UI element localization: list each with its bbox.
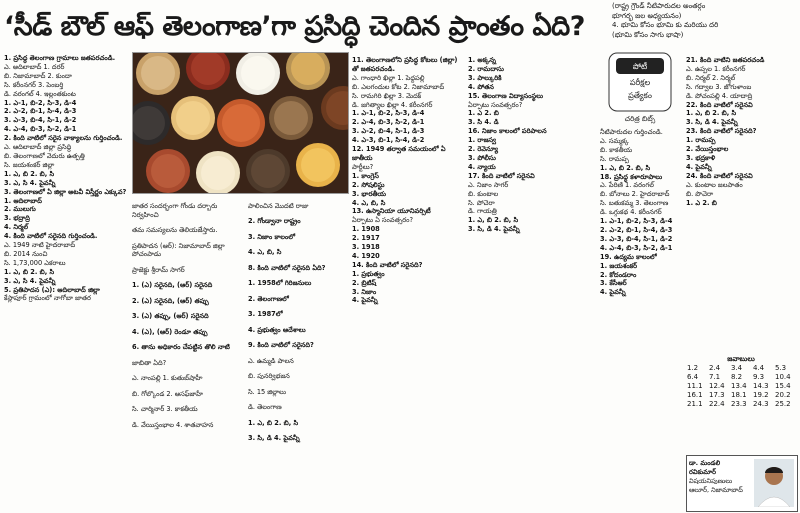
question-line: 3. సి, డి 4. పైవన్నీ bbox=[686, 118, 738, 127]
question-line: 4. 1920 bbox=[352, 251, 380, 260]
author-name: డా. మండలి రవికుమార్ bbox=[689, 459, 721, 476]
question-line: బి. తెలంగాణలో వెదురు ఉత్పత్తి bbox=[4, 151, 85, 160]
question-line: 9. కింది వాటిలో సరైనది? bbox=[248, 341, 314, 350]
question-line: 4. ఎ, బి, సి bbox=[352, 198, 386, 207]
question-line: డి. వరంగల్ 4. ఇల్లంతకుంట bbox=[4, 89, 76, 98]
question-line: 3. ఎ, సి 4. పైవన్నీ bbox=[4, 178, 56, 187]
question-line: 3. భద్రకాళి bbox=[686, 153, 716, 162]
question-line: 3. పాల్కురికి bbox=[468, 73, 502, 82]
question-line: ఎ. నాంపల్లి 1. కుతుబ్‌షాహీ bbox=[132, 374, 203, 383]
question-line: 3. సి, డి 4. పైవన్నీ bbox=[468, 225, 520, 234]
top-right-line: 4. భూమి కోసం భూమి కు మరియు దరి bbox=[612, 21, 719, 30]
question-line: 4. ఎ, బి, సి bbox=[248, 248, 282, 257]
question-line: సి. బతుకమ్మ 3. తెలంగాణ bbox=[600, 199, 669, 208]
answer-row bbox=[686, 391, 796, 400]
question-line: 6. తాను అధికారం చేపట్టిన తొలి నాటి bbox=[132, 343, 230, 352]
answer-row bbox=[686, 400, 796, 409]
question-line: 2. గోండ్వానా రాష్ట్రం bbox=[248, 217, 301, 226]
question-line: ఎ. ఆదిలాబాద్ జిల్లా ప్రసిద్ధి bbox=[4, 143, 72, 152]
question-line: ప్రాజెక్టు శ్రీరామ్ సాగర్ bbox=[132, 265, 185, 274]
question-line: సి. రామగిరి ఖిల్లా 3. మెదక్ bbox=[352, 91, 422, 100]
answer-cell: 5.3 bbox=[775, 364, 787, 372]
question-line: తమ సమస్యలను తెలియజేస్తారు. bbox=[132, 226, 218, 234]
answer-cell: 13.4 bbox=[731, 382, 747, 390]
question-line: 3. 1918 bbox=[352, 243, 380, 252]
question-line: 3. సి, డి 4. పైవన్నీ bbox=[248, 434, 300, 443]
question-line: 1. ఆదిలాబాద్ bbox=[4, 196, 42, 205]
answer-cell: 1.2 bbox=[687, 364, 699, 372]
question-line: 1. ఎ-1, బి-2, సి-3, డి-4 bbox=[600, 217, 673, 226]
seed-bowls-photo bbox=[132, 52, 349, 194]
question-line: పాలించిన మొదటి రాజు bbox=[248, 201, 309, 210]
question-line: ఎ. గాంధారి ఖిల్లా 1. పెద్దపల్లి bbox=[352, 73, 425, 82]
question-line: 4. కింది వాటిలో సరైనది గుర్తించండి. bbox=[4, 232, 98, 241]
question-line: ఎ. సమ్మక్క bbox=[600, 136, 629, 145]
question-line: 4. ఎ-3, బి-1, సి-4, డి-2 bbox=[352, 136, 425, 145]
question-line: బి. 2014 నుంచి bbox=[4, 249, 48, 258]
question-line: 4. పైవన్నీ bbox=[686, 162, 712, 171]
question-line: ఎ. అదిలాబాద్ 1. దరర్ bbox=[4, 62, 65, 71]
question-line: 4. ఎ-4, బి-3, సి-2, డి-1 bbox=[600, 243, 673, 252]
question-line: 4. నిర్మల్ bbox=[4, 223, 29, 232]
question-line: 3. కేసీఆర్ bbox=[600, 279, 627, 288]
question-line: 16. నిజాం కాలంలో పరిపాలన bbox=[468, 127, 547, 136]
question-line: 2. కోదండరాం bbox=[600, 270, 637, 279]
question-line: బి. గోల్కొండ 2. ఆసఫ్‌జాహీ bbox=[132, 389, 203, 398]
question-line: 3. పోలీసు bbox=[468, 153, 496, 162]
author-role: విషయనిపుణులు bbox=[689, 477, 733, 485]
question-line: ఎ. 1949 నాటి హైదరాబాద్ bbox=[4, 241, 76, 250]
question-line: 2. 1917 bbox=[352, 234, 380, 243]
question-line: 1. జయశంకర్ bbox=[600, 261, 638, 270]
answer-cell: 19.2 bbox=[753, 391, 769, 399]
answer-cell: 18.1 bbox=[731, 391, 747, 399]
question-line: సి. 15 జిల్లాలు bbox=[248, 387, 286, 396]
question-line: 2. రామదాసు bbox=[468, 64, 504, 73]
question-line: 1. ఎ-1, బి-2, సి-3, డి-4 bbox=[352, 109, 425, 118]
answer-cell: 23.3 bbox=[731, 400, 747, 408]
question-line: ప్రతిపాదన (ఆర్): నిజామాబాద్ జిల్లా పోచంపాడు bbox=[132, 241, 225, 259]
question-line: 22. కింది వాటిలో సరైనవి bbox=[686, 100, 753, 109]
question-line: 11. తెలంగాణలోని ప్రసిద్ధ కోటలు (జిల్లా) తో జతపరచండి. bbox=[352, 56, 458, 73]
answer-cell: 15.4 bbox=[775, 382, 791, 390]
answer-cell: 11.1 bbox=[687, 382, 703, 390]
question-line: బి. పొచెరా bbox=[686, 189, 714, 198]
question-line: 8. కింది వాటిలో సరైనది ఏది? bbox=[248, 263, 326, 272]
author-avatar bbox=[754, 459, 794, 507]
question-line: 4. న్యాయ bbox=[468, 162, 496, 171]
question-line: 3. భద్రాద్రి bbox=[4, 214, 30, 223]
question-line: 1. ఎ, బి 2. బి, సి bbox=[686, 109, 737, 118]
question-line: ఎ. కుంటాల జలపాతం bbox=[686, 180, 743, 189]
question-line: జాతర సందర్భంగా గోండు దర్బారు నిర్వహించి bbox=[132, 201, 218, 219]
question-line: 3. భారతీయ bbox=[352, 189, 387, 198]
answer-row bbox=[686, 382, 796, 391]
question-line: సి. గద్వాల 3. జోగుళాంబ bbox=[686, 82, 752, 91]
headline: ‘సీడ్ బౌల్ ఆఫ్ తెలంగాణ’గా ప్రసిద్ధి చెందిన ప్రాంతం ఏది? bbox=[4, 11, 585, 42]
question-line: ఎ. నిజాం సాగర్ bbox=[468, 180, 509, 189]
question-line: 3. (ఎ) తప్పు, (ఆర్) సరైనది bbox=[132, 312, 209, 321]
question-line: 4. ఎ-4, బి-3, సి-2, డి-1 bbox=[4, 125, 77, 134]
question-line: 3. ఎ-2, బి-4, సి-1, డి-3 bbox=[352, 127, 425, 136]
author-card bbox=[686, 455, 798, 512]
answer-cell: 12.4 bbox=[709, 382, 725, 390]
question-line: 2. బ్రిటిష్ bbox=[352, 278, 377, 287]
question-line: 2. ములుగు bbox=[4, 205, 36, 214]
question-line: 1. ఎ 2. బి bbox=[468, 109, 499, 118]
question-line: సి. జయశంకర్ జిల్లా bbox=[4, 160, 55, 169]
question-line: 5. ప్రతిపాదన (ఎ): ఆదిలాబాద్ జిల్లా bbox=[4, 285, 100, 294]
answer-cell: 17.3 bbox=[709, 391, 725, 399]
question-line: సి. రామప్ప bbox=[600, 154, 629, 163]
question-line: డి. జగిత్యాల ఖిల్లా 4. కరీంనగర్ bbox=[352, 100, 433, 109]
answers-title: జవాబులు bbox=[727, 355, 755, 363]
answer-cell: 25.2 bbox=[775, 400, 791, 408]
question-line: 1. రాజస్వ bbox=[468, 136, 496, 145]
answer-cell: 22.4 bbox=[709, 400, 725, 408]
question-line: 2. తెలంగాణలో bbox=[248, 294, 289, 303]
question-line: 2. ఎ-2, బి-1, సి-4, డి-3 bbox=[600, 225, 673, 234]
answer-row bbox=[686, 364, 796, 373]
answer-cell: 7.1 bbox=[709, 373, 721, 381]
answer-cell: 4.4 bbox=[753, 364, 765, 372]
question-line: 1. (ఎ) సరైనది, (ఆర్) సరైనది bbox=[132, 281, 213, 290]
question-line: బి. నిజామాబాద్ 2. కుందా bbox=[4, 71, 72, 80]
author-place: ఆలూర్, నిజామాబాద్ bbox=[689, 486, 743, 494]
question-line: సి. పోచెరా bbox=[468, 198, 495, 207]
question-line: 3. నిజాం bbox=[352, 287, 377, 296]
question-line: 4. పైవన్నీ bbox=[600, 288, 626, 297]
question-line: ఎ. ఉప్పల 1. కరీంనగర్ bbox=[686, 64, 746, 73]
question-line: 14. కింది వాటిలో సరైనది? bbox=[352, 260, 423, 269]
answer-cell: 14.3 bbox=[753, 382, 769, 390]
answer-cell: 8.2 bbox=[731, 373, 743, 381]
answer-cell: 2.4 bbox=[709, 364, 721, 372]
question-line: 19. ఉద్యమ కాలంలో bbox=[600, 252, 657, 261]
question-line: 1. ఎ, బి 2. బి, సి bbox=[4, 267, 55, 276]
answer-cell: 9.3 bbox=[753, 373, 765, 381]
logo-line-2: పరీక్షల bbox=[629, 78, 651, 87]
question-line: 21. కింది వాటిని జతపరచండి bbox=[686, 56, 765, 64]
question-line: డి. ఒగ్గుకథ 4. కరీంనగర్ bbox=[600, 208, 662, 217]
question-line: 2. ఎ-2, బి-1, సి-4, డి-3 bbox=[4, 107, 77, 116]
question-line: బి. బోనాలు 2. హైదరాబాద్ bbox=[600, 190, 670, 199]
logo-line-3: ప్రత్యేకం bbox=[628, 91, 652, 100]
question-column-6 bbox=[686, 56, 798, 351]
question-column-4 bbox=[468, 56, 594, 510]
question-line: 1. ఎ, బి 2. బి, సి bbox=[600, 163, 651, 172]
question-line: 1. 1908 bbox=[352, 225, 380, 234]
question-line: 1. ఎ, బి 2. బి, సి bbox=[248, 418, 299, 427]
question-column-2b bbox=[248, 195, 348, 510]
question-column-3 bbox=[352, 56, 464, 510]
question-line: 3. ఎ-3, బి-4, సి-1, డి-2 bbox=[4, 116, 77, 125]
question-line: 13. ఉస్మానియా యూనివర్సిటీ bbox=[352, 207, 431, 216]
question-line: 18. ప్రసిద్ధ కళారూపాలు bbox=[600, 172, 663, 181]
question-line: పార్టీలు? bbox=[352, 162, 374, 171]
answer-cell: 6.4 bbox=[687, 373, 699, 381]
question-line: 17. కింది వాటిలో సరైనవి bbox=[468, 171, 535, 180]
answer-cell: 10.4 bbox=[775, 373, 791, 381]
question-line: 1. ఎ 2. బి bbox=[686, 198, 717, 207]
question-line: కేస్లాపూర్ గ్రామంలో నాగోబా జాతర bbox=[4, 294, 91, 303]
question-line: 23. కింది వాటిలో సరైనది? bbox=[686, 127, 757, 136]
top-right-text bbox=[612, 2, 798, 48]
question-line: 1. అక్కన్న bbox=[468, 56, 496, 64]
question-line: 4. (ఎ), (ఆర్) రెండూ తప్పు bbox=[132, 327, 208, 336]
question-line: సి. 1,73,000 ఎకరాలు bbox=[4, 258, 66, 267]
question-line: డి. తెలంగాణ bbox=[248, 403, 282, 412]
question-line: 1. ఎ, బి 2. బి, సి bbox=[4, 169, 55, 178]
question-line: 4. పైవన్నీ bbox=[352, 296, 378, 305]
competitive-exam-logo bbox=[608, 52, 672, 124]
question-line: 3. ఎ, సి 4. పైవన్నీ bbox=[4, 276, 56, 285]
question-line: 12. 1949 తర్వాత సమయంలో ఏ జాతీయ bbox=[352, 145, 446, 162]
answer-cell: 21.1 bbox=[687, 400, 703, 408]
question-line: 1. ప్రసిద్ధ తెలంగాణ గ్రామాలు జతపరచండి. bbox=[4, 54, 116, 62]
answer-cell: 3.4 bbox=[731, 364, 743, 372]
question-line: 1. ప్రభుత్వం bbox=[352, 269, 385, 278]
question-line: 2. సోషలిస్టు bbox=[352, 180, 385, 189]
question-line: ఏర్పాటు సంవత్సరం? bbox=[468, 100, 523, 109]
answer-cell: 16.1 bbox=[687, 391, 703, 399]
question-line: 1. ఎ-1, బి-2, సి-3, డి-4 bbox=[4, 98, 77, 107]
question-line: ఏర్పాటు ఏ సంవత్సరం? bbox=[352, 216, 414, 225]
logo-line-1: పోటీ bbox=[632, 62, 648, 71]
question-line: 2. వేయిస్తంభాల bbox=[686, 145, 729, 154]
question-line: 4. ప్రభుత్వం ఆదేశాలు bbox=[248, 325, 306, 334]
answers-table bbox=[686, 355, 796, 409]
question-line: 3. 1987లో bbox=[248, 310, 283, 319]
question-line: 1. 1958లో గిరిజనులు bbox=[248, 279, 312, 288]
question-line: 15. తెలంగాణ విద్యాసంస్థలు bbox=[468, 91, 544, 100]
question-line: డి. పోచంపల్లి 4. యాదాద్రి bbox=[686, 91, 753, 100]
answer-row bbox=[686, 373, 796, 382]
question-line: 1. ఎ, బి 2. బి, సి bbox=[468, 216, 519, 225]
question-line: 24. కింది వాటిలో సరైనవి bbox=[686, 171, 753, 180]
question-line: ఎ. పేరిణి 1. వరంగల్ bbox=[600, 181, 654, 190]
question-column-1 bbox=[4, 54, 128, 510]
question-line: బి. పునర్విభజన bbox=[248, 372, 290, 381]
question-line: 1. రామప్ప bbox=[686, 136, 716, 145]
question-line: 2. రెవెన్యూ bbox=[468, 145, 499, 154]
question-line: బి. ఎలగందుల కోట 2. నిజామాబాద్ bbox=[352, 82, 445, 91]
question-line: బి. నిర్మల్ 2. నిర్మల్ bbox=[686, 73, 736, 82]
question-line: 2. కింది వాటిలో సరైన వాక్యాలను గుర్తించండి. bbox=[4, 134, 123, 143]
question-column-2a bbox=[132, 195, 245, 510]
logo-line-4: చరిత్ర బిట్స్ bbox=[624, 115, 656, 123]
question-line: సి. చార్మినార్ 3. కాకతీయ bbox=[132, 405, 198, 414]
question-line: 3. నిజాం కాలంలో bbox=[248, 232, 295, 241]
question-line: 2. ఎ-4, బి-3, సి-2, డి-1 bbox=[352, 118, 425, 127]
question-line: ఎ. ఉమ్మడి పాలన bbox=[248, 356, 294, 365]
question-line: జాబితా ఏది? bbox=[132, 358, 167, 367]
question-line: 3. సి 4. డి bbox=[468, 118, 499, 127]
question-line: బి. కాకతీయ bbox=[600, 145, 633, 154]
answer-cell: 20.2 bbox=[775, 391, 791, 399]
question-line: 3. ఎ-3, బి-4, సి-1, డి-2 bbox=[600, 234, 673, 243]
top-right-line: భూగర్భ జల అధ్యయనం) bbox=[612, 11, 682, 20]
question-line: డి. వేయిస్తంభాల 4. శాతవాహన bbox=[132, 420, 214, 429]
question-line: 3. తెలంగాణలో ఏ జిల్లా అటవీ విస్తీర్ణం ఎక్కువ? bbox=[4, 187, 127, 196]
top-right-line: (భూమి కోసం సాగు భాషా) bbox=[612, 30, 684, 39]
question-line: నీటిపారుదల గుర్తించండి. bbox=[600, 128, 663, 136]
question-line: బి. కుంటాల bbox=[468, 189, 499, 198]
question-line: డి. గాయత్రి bbox=[468, 207, 497, 216]
question-line: సి. కరీంనగర్ 3. పెంబర్తి bbox=[4, 80, 64, 89]
question-column-5 bbox=[600, 128, 680, 510]
question-line: 1. కాంగ్రెస్ bbox=[352, 171, 379, 180]
answer-cell: 24.3 bbox=[753, 400, 769, 408]
question-line: 4. పోతన bbox=[468, 82, 494, 91]
question-line: 2. (ఎ) సరైనది, (ఆర్) తప్పు bbox=[132, 296, 209, 305]
top-right-line: (రాష్ట్ర గ్రౌండ్ నీటిపారుదల అంతర్గం bbox=[612, 2, 706, 10]
